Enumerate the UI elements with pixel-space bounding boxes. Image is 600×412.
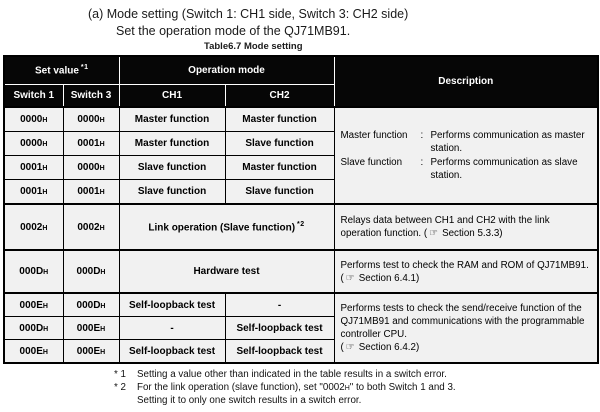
ch2-mode-cell: - xyxy=(225,293,334,317)
description-loopback-cell xyxy=(334,293,598,363)
switch3-value-cell xyxy=(63,156,119,180)
switch3-value-cell xyxy=(63,293,119,317)
table-row xyxy=(4,250,598,293)
set-value-label: Set value xyxy=(34,65,79,77)
hex-suffix: H xyxy=(100,325,106,333)
col-header-description: Description xyxy=(334,56,598,107)
ch2-mode-cell: Self-loopback test xyxy=(225,317,334,340)
hex-value: 000D xyxy=(76,299,101,311)
definition-text: Performs communication as slave station. xyxy=(430,157,578,181)
description-text: Performs test to check the RAM and ROM of QJ71MB91.( xyxy=(340,259,589,284)
hex-suffix: H xyxy=(42,224,48,232)
description-hardware-cell xyxy=(334,250,598,293)
footnote-1 xyxy=(114,369,600,382)
switch1-value-cell xyxy=(4,293,63,317)
hex-value: 000D xyxy=(19,266,44,277)
col-header-ch2: CH2 xyxy=(225,85,334,108)
heading-line-1: (a) Mode setting (Switch 1: CH1 side, Switch 3: CH2 side) xyxy=(88,7,409,21)
definition-text: Performs communication as master station. xyxy=(430,130,585,154)
description-link-cell xyxy=(334,204,598,250)
hex-value: 000E xyxy=(76,322,101,334)
switch3-value-cell xyxy=(63,250,119,293)
hex-suffix: H xyxy=(99,117,105,124)
switch1-value-cell xyxy=(4,180,63,205)
description-text: Performs tests to check the send/receive function of the QJ71MB91 and communications with the programmable controller CPU. xyxy=(340,303,585,340)
hex-value: 0000 xyxy=(20,114,43,125)
hex-value: 0000 xyxy=(77,162,100,173)
table-caption: Table6.7 Mode setting xyxy=(204,41,303,52)
footnotes xyxy=(114,369,600,408)
switch3-value-cell xyxy=(63,132,119,156)
footnote-text-part: " to both Switch 1 and 3. xyxy=(349,381,456,393)
footnote-text-line2: Setting it to only one switch results in a switch error. xyxy=(137,395,362,406)
hex-suffix: H xyxy=(99,189,105,196)
hex-value: 0002 xyxy=(20,221,43,233)
hex-suffix: H xyxy=(42,165,48,172)
table-row xyxy=(4,204,598,250)
col-header-operation-mode: Operation mode xyxy=(119,56,334,85)
definition-list xyxy=(341,129,593,182)
switch3-value-cell xyxy=(63,340,119,364)
ch2-mode-cell: Master function xyxy=(225,156,334,180)
ch2-mode-cell: Master function xyxy=(225,107,334,132)
footnote-marker: * 1 xyxy=(114,369,126,380)
footnote-text-part: For the link operation (slave function), set "0002 xyxy=(137,381,345,393)
col-header-switch3: Switch 3 xyxy=(63,85,119,108)
table-row xyxy=(4,293,598,317)
footnote1-superscript: *1 xyxy=(80,64,89,72)
hex-value: 0001 xyxy=(20,186,43,197)
paren-open: ( xyxy=(340,342,344,353)
footnote-2 xyxy=(114,382,600,408)
ch1-mode-cell: Self-loopback test xyxy=(119,293,225,317)
hex-value: 000E xyxy=(19,345,43,357)
section-reference: Section 6.4.2) xyxy=(358,342,420,353)
col-header-set-value xyxy=(4,56,119,85)
pointing-hand-icon: ☞ xyxy=(345,272,355,284)
section-reference: Section 6.4.1) xyxy=(358,272,420,284)
footnote-text xyxy=(137,382,600,408)
switch3-value-cell xyxy=(63,317,119,340)
definition-term: Slave function xyxy=(340,157,403,168)
hex-suffix: H xyxy=(42,117,48,124)
switch3-value-cell xyxy=(63,204,119,250)
section-reference-line xyxy=(341,341,593,354)
hex-value: 0002 xyxy=(77,221,100,233)
hex-suffix: H xyxy=(100,348,106,356)
switch1-value-cell xyxy=(4,107,63,132)
switch1-value-cell xyxy=(4,317,63,340)
ch1-mode-cell: Self-loopback test xyxy=(119,340,225,364)
hex-value: 0000 xyxy=(20,138,43,149)
operation-mode-span-cell xyxy=(119,204,334,250)
pointing-hand-icon: ☞ xyxy=(429,228,439,239)
hex-value: 0001 xyxy=(77,138,100,149)
hex-value: 0001 xyxy=(20,162,43,173)
ch1-mode-cell: Master function xyxy=(119,107,225,132)
ch1-mode-cell: Master function xyxy=(119,132,225,156)
hex-suffix: H xyxy=(43,325,49,333)
switch3-value-cell xyxy=(63,107,119,132)
hex-value: 0001 xyxy=(77,186,100,197)
switch1-value-cell xyxy=(4,204,63,250)
mode-setting-table xyxy=(3,55,599,364)
hex-suffix: H xyxy=(344,384,350,392)
switch1-value-cell xyxy=(4,156,63,180)
footnote-text: Setting a value other than indicated in the table results in a switch error. xyxy=(137,369,447,380)
switch3-value-cell xyxy=(63,180,119,205)
hex-value: 000E xyxy=(19,299,43,311)
hex-value: 000D xyxy=(19,322,44,334)
hex-suffix: H xyxy=(42,189,48,196)
hex-value: 000D xyxy=(76,266,101,277)
ch2-mode-cell: Slave function xyxy=(225,132,334,156)
page xyxy=(0,7,600,408)
description-text: Relays data between CH1 and CH2 with the link operation function. ( xyxy=(340,215,550,239)
hex-suffix: H xyxy=(99,141,105,148)
header-row-groups xyxy=(4,56,598,85)
ch1-mode-cell: Slave function xyxy=(119,180,225,205)
footnote-marker: * 2 xyxy=(114,381,126,393)
definition-term: Master function xyxy=(340,130,408,141)
hex-suffix: H xyxy=(99,224,105,232)
definition-colon: : xyxy=(420,130,424,141)
hex-value: 000E xyxy=(76,345,101,357)
hex-suffix: H xyxy=(100,302,106,310)
hex-suffix: H xyxy=(42,141,48,148)
ch2-mode-cell: Slave function xyxy=(225,180,334,205)
operation-mode-span-cell: Hardware test xyxy=(119,250,334,293)
ch1-mode-cell: Slave function xyxy=(119,156,225,180)
hex-value: 0000 xyxy=(77,114,100,125)
switch1-value-cell xyxy=(4,132,63,156)
description-master-slave-cell xyxy=(334,107,598,204)
hex-suffix: H xyxy=(99,165,105,172)
hex-suffix: H xyxy=(100,269,106,276)
hex-suffix: H xyxy=(43,269,49,276)
ch2-mode-cell: Self-loopback test xyxy=(225,340,334,364)
footnote2-superscript: *2 xyxy=(297,220,305,228)
col-header-ch1: CH1 xyxy=(119,85,225,108)
col-header-switch1: Switch 1 xyxy=(4,85,63,108)
switch1-value-cell xyxy=(4,250,63,293)
hex-suffix: H xyxy=(42,348,48,356)
table-row xyxy=(4,107,598,132)
switch1-value-cell xyxy=(4,340,63,364)
definition-colon: : xyxy=(420,157,424,168)
pointing-hand-icon: ☞ xyxy=(345,342,355,353)
section-reference: Section 5.3.3) xyxy=(442,228,503,239)
operation-mode-label: Link operation (Slave function) xyxy=(148,222,296,234)
heading-line-2: Set the operation mode of the QJ71MB91. xyxy=(116,24,351,38)
ch1-mode-cell: - xyxy=(119,317,225,340)
hex-suffix: H xyxy=(42,302,48,310)
